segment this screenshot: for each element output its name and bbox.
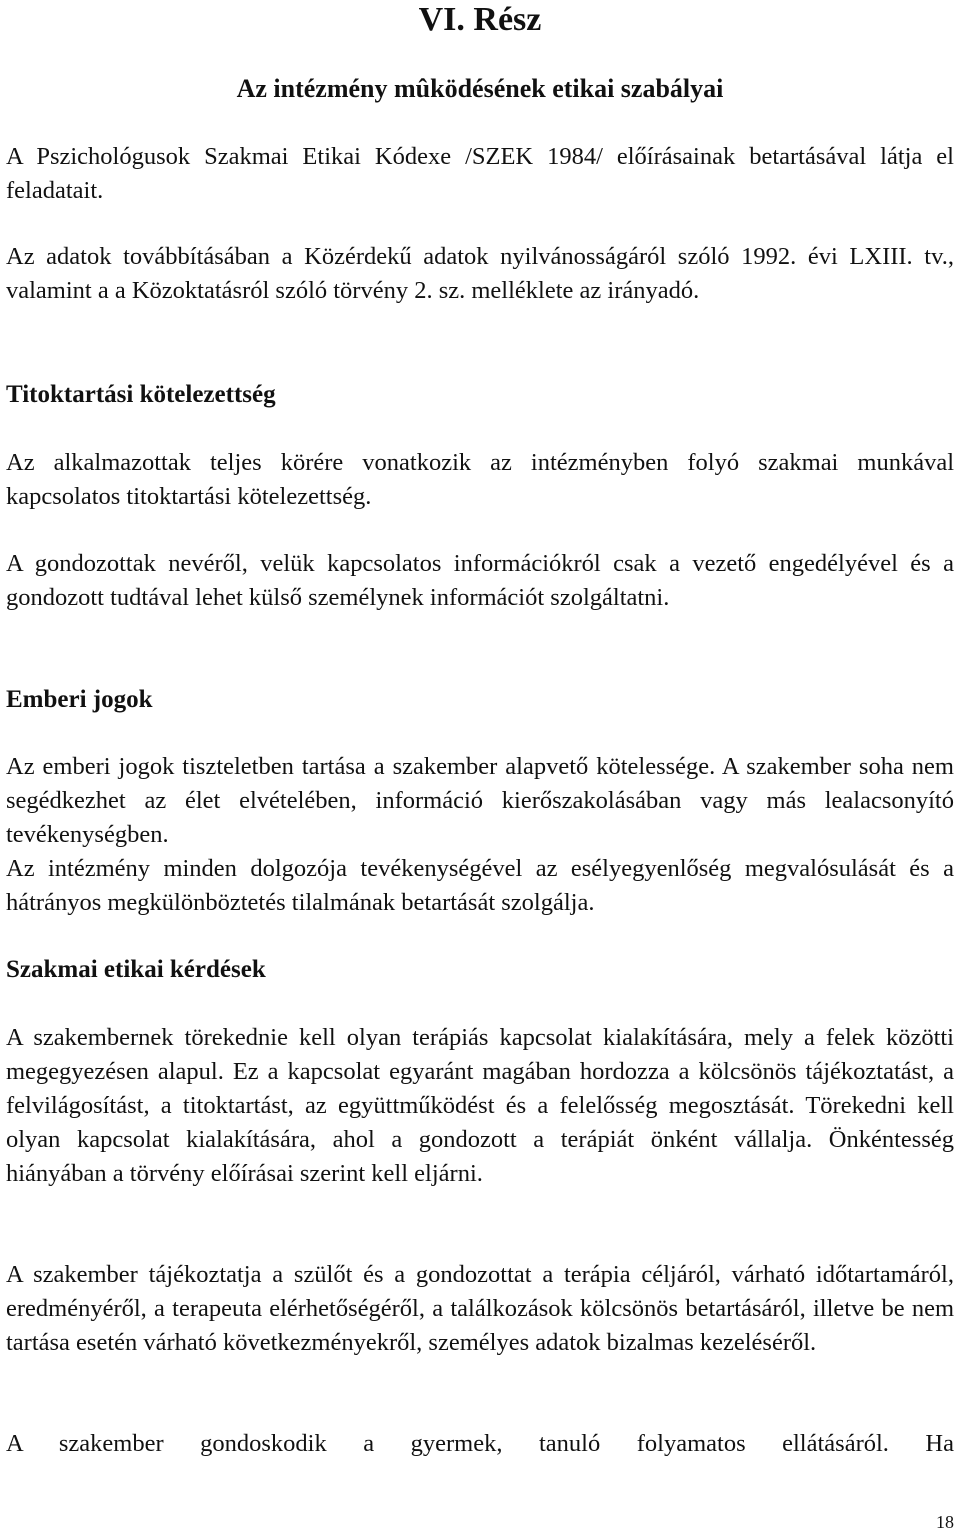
heading-human-rights: Emberi jogok	[6, 686, 153, 713]
paragraph-therapeutic-relationship: A szakembernek törekednie kell olyan terápiás kapcsolat kialakítására, mely a felek közötti megegyezésen alapul. Ez a kapcsolat egyaránt magában hordozza a kölcsönös tájékoztatást, a felvilágosítást, a titoktartást, az együttműködést és a felelősség megosztását. Törekedni kell olyan kapcsolat kialakítására, ahol a gondozott a terápiát önként vállalja. Önkéntesség hiányában a törvény előírásai szerint kell eljárni.	[6, 1024, 954, 1187]
part-title: VI. Rész	[418, 1, 542, 38]
heading-secrecy: Titoktartási kötelezettség	[6, 381, 276, 408]
paragraph-equal-opportunity: Az intézmény minden dolgozója tevékenységével az esélyegyenlőség megvalósulását és a hátrányos megkülönböztetés tilalmának betartását szolgálja.	[6, 855, 954, 916]
paragraph-secrecy-scope: Az alkalmazottak teljes körére vonatkozik az intézményben folyó szakmai munkával kapcsolatos titoktartási kötelezettség.	[6, 449, 954, 510]
section-subtitle: Az intézmény mûködésének etikai szabályai	[236, 74, 724, 103]
paragraph-data-transfer: Az adatok továbbításában a Közérdekű adatok nyilvánosságáról szóló 1992. évi LXIII. tv., valamint a a Közoktatásról szóló törvény 2. sz. melléklete az irányadó.	[6, 243, 954, 304]
paragraph-continuous-care: A szakember gondoskodik a gyermek, tanuló folyamatos ellátásáról. Ha	[6, 1430, 954, 1457]
paragraph-client-information: A gondozottak nevéről, velük kapcsolatos információkról csak a vezető engedélyével és a gondozott tudtával lehet külső személynek információt szolgáltatni.	[6, 550, 954, 611]
heading-professional-ethics: Szakmai etikai kérdések	[6, 956, 266, 983]
paragraph-information-to-parents: A szakember tájékoztatja a szülőt és a gondozottat a terápia céljáról, várható időtartamáról, eredményéről, a terapeuta elérhetőségéről, a találkozások kölcsönös betartásáról, illetve be nem tartása esetén várható következményekről, személyes adatok bizalmas kezeléséről.	[6, 1261, 954, 1356]
page-number: 18	[936, 1512, 954, 1532]
paragraph-szek-code: A Pszichológusok Szakmai Etikai Kódexe /SZEK 1984/ előírásainak betartásával látja el feladatait.	[6, 143, 954, 204]
paragraph-human-rights: Az emberi jogok tiszteletben tartása a szakember alapvető kötelessége. A szakember soha nem segédkezhet az élet elvételében, információ kierőszakolásában vagy más lealacsonyító tevékenységben.	[6, 753, 954, 848]
